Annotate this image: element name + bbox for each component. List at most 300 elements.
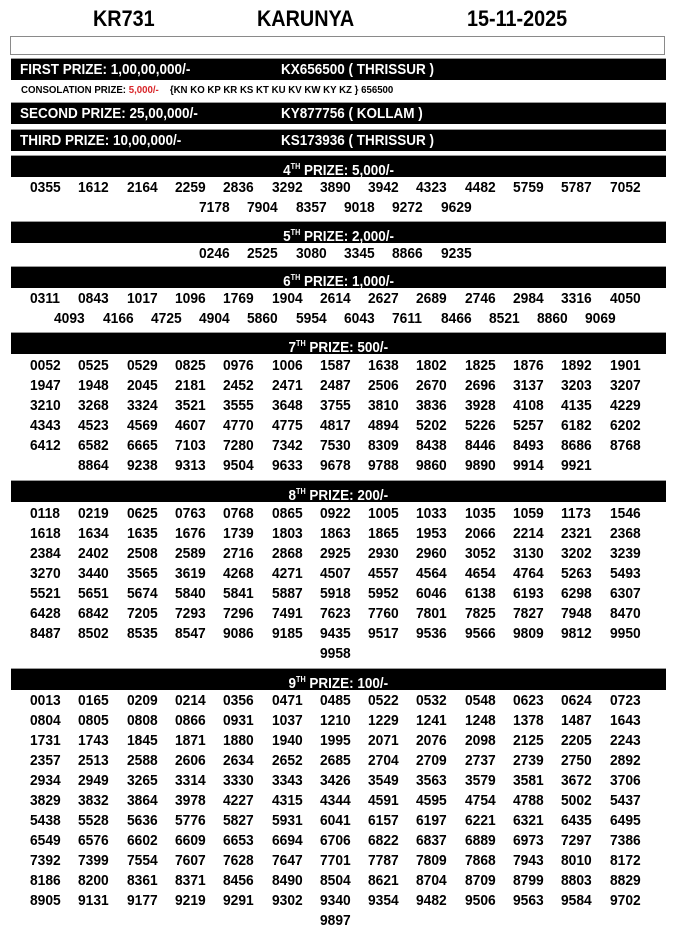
- winning-number: 1612: [78, 179, 110, 196]
- winning-number: 9302: [271, 892, 303, 909]
- winning-number: 0214: [174, 692, 206, 709]
- winning-number: 8504: [319, 872, 351, 889]
- prize-rank-suffix: TH: [296, 675, 306, 684]
- winning-number: 4591: [368, 792, 399, 809]
- winning-number: 8456: [223, 872, 254, 889]
- winning-number: 1173: [561, 505, 592, 522]
- winning-number: 6197: [416, 812, 448, 829]
- winning-number: 8803: [561, 872, 593, 889]
- winning-number: 0246: [199, 245, 230, 262]
- winning-number: 2949: [78, 772, 110, 789]
- winning-number: 2704: [368, 752, 399, 769]
- winning-number: 2508: [126, 545, 158, 562]
- winning-number: 0311: [30, 290, 61, 307]
- winning-number: 1037: [271, 712, 303, 729]
- winning-number: 6138: [464, 585, 496, 602]
- winning-number: 6046: [416, 585, 448, 602]
- winning-number: 5840: [174, 585, 206, 602]
- winning-number: 1743: [78, 732, 110, 749]
- winning-number: 9185: [271, 625, 303, 642]
- winning-number: 0866: [174, 712, 206, 729]
- winning-number: 7342: [271, 437, 303, 454]
- prize-title: PRIZE: 500/-: [305, 339, 389, 356]
- winning-number: 1892: [561, 357, 593, 374]
- winning-number: 1059: [513, 505, 544, 522]
- winning-number: 4344: [319, 792, 351, 809]
- eighth-prize-bar: [11, 480, 666, 502]
- winning-number: 2506: [368, 377, 399, 394]
- winning-number: 7628: [223, 852, 254, 869]
- winning-number: 8864: [78, 457, 110, 474]
- winning-number: 3130: [513, 545, 544, 562]
- winning-number: 2243: [609, 732, 641, 749]
- winning-number: 3942: [368, 179, 399, 196]
- winning-number: 5438: [30, 812, 61, 829]
- winning-number: 1880: [223, 732, 254, 749]
- winning-number: 0763: [174, 505, 206, 522]
- winning-number: 0723: [609, 692, 641, 709]
- winning-number: 3978: [174, 792, 206, 809]
- winning-number: 9950: [609, 625, 641, 642]
- winning-number: 9921: [561, 457, 593, 474]
- winning-number: 1953: [416, 525, 448, 542]
- winning-number: 0922: [319, 505, 351, 522]
- winning-number: 3314: [174, 772, 206, 789]
- winning-number: 7554: [126, 852, 158, 869]
- winning-number: 0529: [126, 357, 158, 374]
- winning-number: 2205: [561, 732, 593, 749]
- winning-number: 9313: [174, 457, 206, 474]
- winning-number: 2750: [561, 752, 593, 769]
- winning-number: 0485: [319, 692, 351, 709]
- winning-number: 0522: [368, 692, 399, 709]
- winning-number: 5931: [271, 812, 303, 829]
- winning-number: 3810: [368, 397, 399, 414]
- winning-number: 5636: [126, 812, 158, 829]
- winning-number: 3324: [126, 397, 158, 414]
- winning-number: 7809: [416, 852, 448, 869]
- winning-number: 1248: [464, 712, 496, 729]
- winning-number: 8768: [609, 437, 641, 454]
- winning-number: 4135: [561, 397, 593, 414]
- winning-number: 6041: [319, 812, 351, 829]
- first-prize-bar: [11, 58, 666, 80]
- winning-number: 6202: [609, 417, 641, 434]
- winning-number: 8535: [126, 625, 158, 642]
- winning-number: 0525: [78, 357, 110, 374]
- winning-number: 3864: [126, 792, 158, 809]
- winning-number: 1802: [416, 357, 448, 374]
- winning-number: 1769: [223, 290, 254, 307]
- winning-number: 1241: [416, 712, 448, 729]
- winning-number: 2259: [174, 179, 206, 196]
- draw-date: 15-11-2025: [467, 6, 568, 31]
- winning-number: 4050: [609, 290, 641, 307]
- winning-number: 0825: [174, 357, 206, 374]
- winning-number: 5759: [513, 179, 544, 196]
- winning-number: 0219: [78, 505, 110, 522]
- winning-number: 9018: [344, 199, 375, 216]
- winning-number: 4523: [78, 417, 110, 434]
- winning-number: 4569: [126, 417, 158, 434]
- winning-number: 3137: [513, 377, 544, 394]
- winning-number: 3239: [609, 545, 641, 562]
- winning-number: 6706: [319, 832, 351, 849]
- prize-title: PRIZE: 1,000/-: [300, 273, 394, 290]
- prize-title: PRIZE: 200/-: [305, 487, 389, 504]
- winning-number: 4894: [368, 417, 399, 434]
- winning-number: 2689: [416, 290, 448, 307]
- winning-number: 7827: [513, 605, 544, 622]
- winning-number: 8547: [174, 625, 206, 642]
- winning-number: 5521: [30, 585, 61, 602]
- winning-number: 4271: [271, 565, 303, 582]
- winning-number: 8866: [392, 245, 424, 262]
- winning-number: 9678: [319, 457, 351, 474]
- prize-rank-suffix: TH: [290, 228, 301, 237]
- winning-number: 0625: [126, 505, 158, 522]
- prize-rank: 4: [283, 162, 291, 179]
- winning-number: 8172: [609, 852, 641, 869]
- winning-number: 5528: [78, 812, 110, 829]
- winning-number: 3579: [464, 772, 496, 789]
- winning-number: 5674: [126, 585, 158, 602]
- winning-number: 7611: [392, 310, 423, 327]
- winning-number: 1995: [319, 732, 351, 749]
- winning-number: 6321: [513, 812, 544, 829]
- winning-number: 4323: [416, 179, 448, 196]
- winning-number: 1378: [513, 712, 544, 729]
- winning-number: 6307: [609, 585, 641, 602]
- winning-number: 3832: [78, 792, 110, 809]
- winning-number: 3345: [344, 245, 375, 262]
- winning-number: 3207: [609, 377, 641, 394]
- winning-number: 9482: [416, 892, 448, 909]
- winning-number: 0165: [78, 692, 110, 709]
- winning-number: 2930: [368, 545, 399, 562]
- winning-number: 0865: [271, 505, 303, 522]
- winning-number: 8799: [513, 872, 544, 889]
- winning-number: 4564: [416, 565, 448, 582]
- winning-number: 3292: [271, 179, 303, 196]
- winning-number: 4315: [271, 792, 303, 809]
- winning-number: 9131: [78, 892, 110, 909]
- winning-number: 6842: [78, 605, 110, 622]
- winning-number: 3555: [223, 397, 254, 414]
- winning-number: 1634: [78, 525, 110, 542]
- third-prize-bar: [11, 129, 666, 151]
- winning-number: 3080: [295, 245, 327, 262]
- winning-number: 8860: [537, 310, 568, 327]
- prize-rank: 9: [288, 675, 297, 692]
- winning-number: 7868: [464, 852, 496, 869]
- winning-number: 3581: [513, 772, 544, 789]
- empty-banner-box: [10, 36, 665, 55]
- winning-number: 2321: [561, 525, 593, 542]
- winning-number: 0013: [30, 692, 61, 709]
- winning-number: 3265: [126, 772, 158, 789]
- winning-number: 9633: [271, 457, 303, 474]
- winning-number: 5202: [416, 417, 448, 434]
- winning-number: 6157: [368, 812, 399, 829]
- winning-number: 4654: [464, 565, 496, 582]
- winning-number: 4764: [513, 565, 544, 582]
- winning-number: 7530: [319, 437, 351, 454]
- winning-number: 4904: [199, 310, 230, 327]
- winning-number: 6435: [561, 812, 593, 829]
- winning-number: 9958: [319, 645, 351, 662]
- winning-number: 3829: [30, 792, 61, 809]
- winning-number: 5226: [464, 417, 496, 434]
- winning-number: 1904: [271, 290, 303, 307]
- winning-number: 0209: [126, 692, 158, 709]
- winning-number: 2606: [174, 752, 206, 769]
- draw-code: KR731: [93, 6, 155, 31]
- winning-number: 6043: [344, 310, 375, 327]
- winning-number: 9812: [561, 625, 593, 642]
- winning-number: 1863: [319, 525, 351, 542]
- winning-number: 3755: [319, 397, 351, 414]
- winning-number: 2452: [223, 377, 254, 394]
- winning-number: 7178: [199, 199, 230, 216]
- winning-number: 9340: [319, 892, 351, 909]
- winning-number: 2181: [174, 377, 206, 394]
- second-prize-label: SECOND PRIZE: 25,00,000/-: [20, 105, 198, 122]
- winning-number: 2737: [464, 752, 496, 769]
- winning-number: 9897: [319, 912, 351, 929]
- fifth-prize-numbers: [30, 244, 658, 264]
- winning-number: 9563: [513, 892, 544, 909]
- winning-number: 0623: [513, 692, 544, 709]
- winning-number: 9702: [609, 892, 641, 909]
- winning-number: 1096: [174, 290, 206, 307]
- winning-number: 2696: [464, 377, 496, 394]
- winning-number: 3565: [126, 565, 158, 582]
- winning-number: 1901: [609, 357, 641, 374]
- second-prize-winner: KY877756 ( KOLLAM ): [281, 105, 423, 122]
- winning-number: 0931: [223, 712, 254, 729]
- prize-rank: 8: [288, 487, 297, 504]
- winning-number: 2925: [319, 545, 351, 562]
- winning-number: 6298: [561, 585, 593, 602]
- winning-number: 6822: [368, 832, 399, 849]
- winning-number: 3890: [319, 179, 351, 196]
- winning-number: 6694: [271, 832, 303, 849]
- winning-number: 4788: [513, 792, 544, 809]
- winning-number: 1635: [126, 525, 158, 542]
- winning-number: 8010: [561, 852, 593, 869]
- winning-number: 2739: [513, 752, 544, 769]
- winning-number: 9629: [440, 199, 472, 216]
- winning-number: 1006: [271, 357, 303, 374]
- winning-number: 3928: [464, 397, 496, 414]
- winning-number: 8438: [416, 437, 448, 454]
- winning-number: 6665: [126, 437, 158, 454]
- winning-number: 2071: [368, 732, 399, 749]
- winning-number: 8704: [416, 872, 448, 889]
- winning-number: 6582: [78, 437, 110, 454]
- winning-number: 2125: [513, 732, 544, 749]
- winning-number: 3316: [561, 290, 593, 307]
- consolation-amount: 5,000/-: [128, 84, 159, 96]
- winning-number: 7205: [126, 605, 158, 622]
- winning-number: 5918: [319, 585, 351, 602]
- winning-number: 2487: [319, 377, 351, 394]
- winning-number: 5257: [513, 417, 544, 434]
- winning-number: 2746: [464, 290, 496, 307]
- winning-number: 2513: [78, 752, 110, 769]
- winning-number: 9272: [392, 199, 424, 216]
- winning-number: 2652: [271, 752, 303, 769]
- winning-number: 4775: [271, 417, 303, 434]
- winning-number: 2357: [30, 752, 61, 769]
- winning-number: 3343: [271, 772, 303, 789]
- prize-rank: 6: [283, 273, 291, 290]
- winning-number: 3648: [271, 397, 303, 414]
- winning-number: 1871: [174, 732, 206, 749]
- winning-number: 6428: [30, 605, 61, 622]
- winning-number: 2384: [30, 545, 61, 562]
- winning-number: 0532: [416, 692, 448, 709]
- winning-number: 3202: [561, 545, 593, 562]
- winning-number: 4607: [174, 417, 206, 434]
- eighth-prize-numbers: [30, 504, 658, 664]
- winning-number: 9890: [464, 457, 496, 474]
- winning-number: 9177: [126, 892, 158, 909]
- first-prize-winner: KX656500 ( THRISSUR ): [281, 61, 435, 78]
- winning-number: 9219: [174, 892, 206, 909]
- winning-number: 6602: [126, 832, 158, 849]
- winning-number: 0624: [561, 692, 593, 709]
- winning-number: 1947: [30, 377, 61, 394]
- winning-number: 2868: [271, 545, 303, 562]
- winning-number: 3052: [464, 545, 496, 562]
- winning-number: 7297: [561, 832, 593, 849]
- sixth-prize-bar: [11, 266, 666, 288]
- winning-number: 7052: [609, 179, 641, 196]
- winning-number: 2934: [30, 772, 61, 789]
- consolation-prize-line: [21, 84, 393, 96]
- consolation-series: {KN KO KP KR KS KT KU KV KW KY KZ } 656500: [169, 84, 394, 96]
- lottery-name: KARUNYA: [257, 6, 355, 31]
- winning-number: 5263: [561, 565, 593, 582]
- winning-number: 5954: [295, 310, 327, 327]
- winning-number: 7103: [174, 437, 206, 454]
- prize-rank-suffix: TH: [296, 487, 306, 496]
- winning-number: 6889: [464, 832, 496, 849]
- winning-number: 4817: [319, 417, 351, 434]
- winning-number: 6412: [30, 437, 61, 454]
- winning-number: 9584: [561, 892, 593, 909]
- winning-number: 9238: [126, 457, 158, 474]
- winning-number: 9809: [513, 625, 544, 642]
- winning-number: 8309: [368, 437, 399, 454]
- winning-number: 8686: [561, 437, 593, 454]
- prize-title: PRIZE: 100/-: [305, 675, 389, 692]
- winning-number: 0356: [223, 692, 254, 709]
- winning-number: 5841: [223, 585, 254, 602]
- winning-number: 6495: [609, 812, 641, 829]
- winning-number: 9069: [585, 310, 617, 327]
- prize-rank-suffix: TH: [296, 339, 306, 348]
- prize-rank-suffix: TH: [290, 273, 301, 282]
- winning-number: 1940: [271, 732, 303, 749]
- winning-number: 7948: [561, 605, 593, 622]
- winning-number: 8487: [30, 625, 61, 642]
- winning-number: 0118: [30, 505, 61, 522]
- winning-number: 0804: [30, 712, 61, 729]
- winning-number: 9435: [319, 625, 351, 642]
- winning-number: 2589: [174, 545, 206, 562]
- winning-number: 7296: [223, 605, 254, 622]
- winning-number: 3836: [416, 397, 448, 414]
- winning-number: 4268: [223, 565, 254, 582]
- winning-number: 1487: [561, 712, 593, 729]
- winning-number: 9086: [223, 625, 254, 642]
- winning-number: 4507: [319, 565, 351, 582]
- winning-number: 0976: [223, 357, 254, 374]
- winning-number: 4725: [150, 310, 182, 327]
- winning-number: 7760: [368, 605, 399, 622]
- second-prize-bar: [11, 102, 666, 124]
- winning-number: 4754: [464, 792, 496, 809]
- winning-number: 1676: [174, 525, 206, 542]
- winning-number: 7293: [174, 605, 206, 622]
- winning-number: 8200: [78, 872, 110, 889]
- winning-number: 2716: [223, 545, 254, 562]
- winning-number: 7904: [247, 199, 279, 216]
- winning-number: 8829: [609, 872, 641, 889]
- winning-number: 4229: [609, 397, 641, 414]
- winning-number: 7623: [319, 605, 351, 622]
- winning-number: 2588: [126, 752, 158, 769]
- winning-number: 3619: [174, 565, 206, 582]
- winning-number: 3426: [319, 772, 351, 789]
- winning-number: 3270: [30, 565, 61, 582]
- winning-number: 0805: [78, 712, 110, 729]
- prize-title: PRIZE: 5,000/-: [300, 162, 394, 179]
- winning-number: 2525: [247, 245, 279, 262]
- winning-number: 2892: [609, 752, 641, 769]
- results-header: [0, 6, 675, 36]
- winning-number: 8521: [488, 310, 520, 327]
- winning-number: 1865: [368, 525, 399, 542]
- winning-number: 5860: [247, 310, 279, 327]
- winning-number: 7607: [174, 852, 206, 869]
- winning-number: 1035: [464, 505, 496, 522]
- winning-number: 7647: [271, 852, 303, 869]
- winning-number: 1643: [609, 712, 641, 729]
- winning-number: 1739: [223, 525, 254, 542]
- winning-number: 1731: [30, 732, 61, 749]
- winning-number: 0052: [30, 357, 61, 374]
- winning-number: 1845: [126, 732, 158, 749]
- winning-number: 1017: [126, 290, 158, 307]
- winning-number: 1033: [416, 505, 448, 522]
- winning-number: 1948: [78, 377, 110, 394]
- winning-number: 7825: [464, 605, 496, 622]
- winning-number: 8621: [368, 872, 399, 889]
- winning-number: 8709: [464, 872, 496, 889]
- winning-number: 7701: [319, 852, 351, 869]
- winning-number: 1229: [368, 712, 399, 729]
- winning-number: 1876: [513, 357, 544, 374]
- winning-number: 2984: [513, 290, 544, 307]
- winning-number: 2614: [319, 290, 351, 307]
- winning-number: 9860: [416, 457, 448, 474]
- winning-number: 2627: [368, 290, 399, 307]
- winning-number: 3521: [174, 397, 206, 414]
